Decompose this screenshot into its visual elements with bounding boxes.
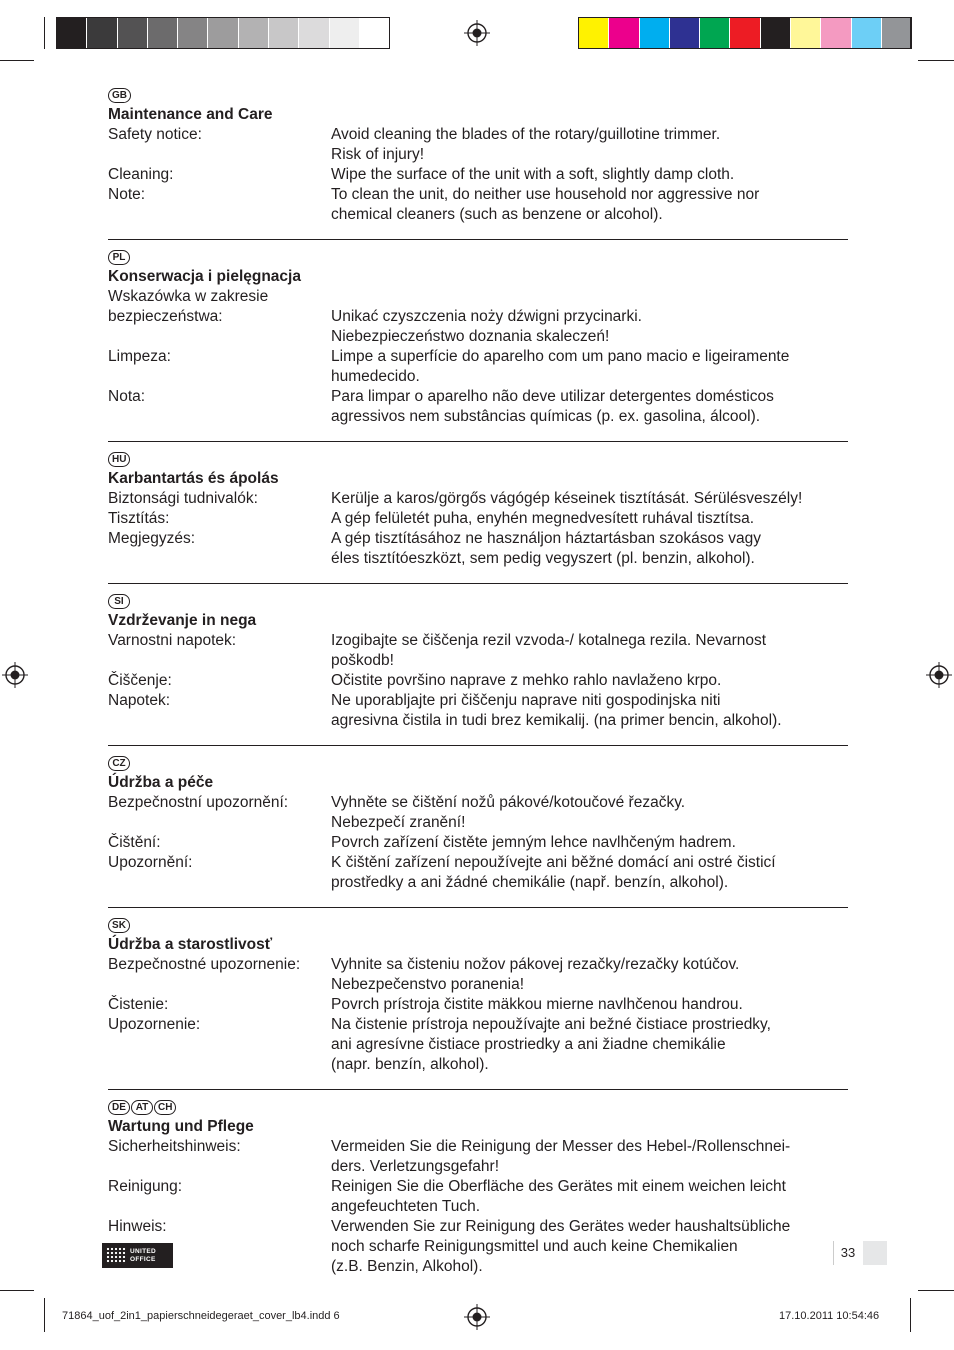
instruction-label: Varnostni napotek: [108, 632, 237, 649]
instruction-label: Wskazówka w zakresie bezpieczeństwa: [108, 288, 269, 325]
instruction-row [108, 853, 848, 893]
language-badges [108, 248, 848, 266]
crop-mark [0, 1290, 34, 1291]
color-swatch [852, 18, 882, 48]
instruction-text: Ne uporabljajte pri čiščenju naprave niti gospodinjska niti agresivna čistila in tudi brez kemikalij. (na primer bencin, alkohol). [331, 692, 782, 729]
crop-mark [918, 1290, 954, 1291]
language-badges [108, 86, 848, 104]
language-section [108, 745, 848, 907]
language-badge: HU [108, 452, 130, 467]
instruction-label: Safety notice: [108, 126, 202, 143]
language-badge: SI [108, 594, 130, 609]
instruction-text: A gép tisztításához ne használjon háztartásban szokásos vagy éles tisztítóeszközt, sem pedig vegyszert (pl. benzin, alkohol). [331, 530, 761, 567]
section-title: Údržba a péče [108, 774, 214, 791]
registration-mark-icon [2, 662, 28, 688]
slug-filename: 71864_uof_2in1_papierschneidegeraet_cover_lb4.indd 6 [62, 1310, 340, 1322]
instruction-text: Unikać czyszczenia noży dźwigni przycinarki. Niebezpieczeństwo doznania skaleczeń! [331, 308, 642, 345]
instruction-row [108, 691, 848, 731]
language-badges [108, 754, 848, 772]
registration-mark-icon [926, 662, 952, 688]
color-swatch [118, 18, 148, 48]
language-section [108, 239, 848, 441]
language-section [108, 86, 848, 239]
instruction-text: Povrch prístroja čistite mäkkou mierne navlhčenou handrou. [331, 996, 743, 1013]
crop-mark [44, 17, 45, 49]
color-swatch [670, 18, 700, 48]
page-number: 33 [833, 1241, 862, 1265]
color-swatch [269, 18, 299, 48]
instruction-label: Cleaning: [108, 166, 174, 183]
registration-mark-icon [464, 1304, 490, 1330]
section-title: Údržba a starostlivosť [108, 936, 273, 953]
instruction-row [108, 833, 848, 853]
language-badge: CZ [108, 756, 130, 771]
color-swatch [609, 18, 639, 48]
language-section [108, 441, 848, 583]
united-office-logo [102, 1243, 173, 1268]
language-section [108, 1089, 848, 1291]
crop-mark [910, 17, 911, 49]
instruction-text: Limpe a superfície do aparelho com um pano macio e ligeiramente humedecido. [331, 348, 790, 385]
registration-mark-icon [464, 20, 490, 46]
instruction-text: Očistite površino naprave z mehko rahlo navlaženo krpo. [331, 672, 722, 689]
color-swatch [148, 18, 178, 48]
language-badges [108, 592, 848, 610]
instruction-label: Čiščenje: [108, 672, 172, 689]
instruction-row [108, 125, 848, 165]
color-swatch [882, 18, 911, 48]
language-badge: PL [108, 250, 130, 265]
instruction-label: Čištění: [108, 834, 161, 851]
language-badge: SK [108, 918, 130, 933]
gray-color-bar [56, 17, 390, 49]
language-badges [108, 1098, 848, 1116]
section-title: Konserwacja i pielęgnacja [108, 268, 301, 285]
instruction-text: Kerülje a karos/görgős vágógép késeinek tisztítását. Sérülésveszély! [331, 490, 803, 507]
color-swatch [640, 18, 670, 48]
instruction-row [108, 287, 848, 347]
color-swatch [87, 18, 117, 48]
language-section [108, 583, 848, 745]
instruction-text: Reinigen Sie die Oberfläche des Gerätes mit einem weichen leicht angefeuchteten Tuch. [331, 1178, 786, 1215]
instruction-row [108, 631, 848, 671]
language-badge: AT [131, 1100, 153, 1115]
section-title: Wartung und Pflege [108, 1118, 254, 1135]
language-section [108, 907, 848, 1089]
instruction-label: Hinweis: [108, 1218, 167, 1235]
instruction-row [108, 347, 848, 387]
instruction-row [108, 509, 848, 529]
color-swatch [579, 18, 609, 48]
instruction-label: Bezpečnostní upozornění: [108, 794, 289, 811]
instruction-label: Nota: [108, 388, 146, 405]
instruction-text: Vyhnite sa čisteniu nožov pákovej rezačky/rezačky kotúčov. Nebezpečenstvo poranenia! [331, 956, 740, 993]
instruction-label: Limpeza: [108, 348, 171, 365]
color-swatch [700, 18, 730, 48]
crop-mark [44, 1298, 45, 1332]
instruction-label: Čistenie: [108, 996, 169, 1013]
language-badge: CH [154, 1100, 176, 1115]
instruction-row [108, 489, 848, 509]
instruction-label: Upozornenie: [108, 1016, 201, 1033]
color-swatch [821, 18, 851, 48]
language-badge: GB [108, 88, 131, 103]
instruction-label: Tisztítás: [108, 510, 170, 527]
crop-mark [0, 60, 34, 61]
instruction-row [108, 995, 848, 1015]
instruction-row [108, 387, 848, 427]
slug-datetime: 17.10.2011 10:54:46 [779, 1310, 880, 1322]
instruction-text: Wipe the surface of the unit with a soft, slightly damp cloth. [331, 166, 735, 183]
instruction-text: A gép felületét puha, enyhén megnedvesített ruhával tisztítsa. [331, 510, 755, 527]
color-swatch [57, 18, 87, 48]
instruction-label: Upozornění: [108, 854, 193, 871]
color-swatch [208, 18, 238, 48]
color-swatch [791, 18, 821, 48]
language-badges [108, 450, 848, 468]
language-badge: DE [108, 1100, 130, 1115]
instruction-row [108, 1015, 848, 1075]
instruction-row [108, 529, 848, 569]
instruction-text: Na čistenie prístroja nepoužívajte ani bežné čistiace prostriedky, ani agresívne čistiace prostriedky a ani žiadne chemikálie (napr. benzín, alkohol). [331, 1016, 771, 1073]
instruction-text: Para limpar o aparelho não deve utilizar detergentes domésticos agressivos nem substâncias químicas (p. ex. gasolina, álcool). [331, 388, 774, 425]
section-title: Maintenance and Care [108, 106, 273, 123]
instruction-text: Izogibajte se čiščenja rezil vzvoda-/ kotalnega rezila. Nevarnost poškodb! [331, 632, 767, 669]
color-swatch [761, 18, 791, 48]
instruction-label: Biztonsági tudnivalók: [108, 490, 258, 507]
instruction-text: Vyhněte se čištění nožů pákové/kotoučové řezačky. Nebezpečí zranění! [331, 794, 686, 831]
color-swatch [239, 18, 269, 48]
crop-mark [918, 60, 954, 61]
color-swatch [730, 18, 760, 48]
color-swatch [178, 18, 208, 48]
section-title: Vzdrževanje in nega [108, 612, 257, 629]
logo-wordmark: UNITED OFFICE [130, 1247, 156, 1263]
instruction-text: K čištění zařízení nepoužívejte ani běžné domácí ani ostré čisticí prostředky a ani žádné chemikálie (např. benzín, alkohol). [331, 854, 776, 891]
instruction-row [108, 955, 848, 995]
instruction-text: Vermeiden Sie die Reinigung der Messer des Hebel-/Rollenschnei- ders. Verletzungsgefahr! [331, 1138, 791, 1175]
language-badges [108, 916, 848, 934]
logo-grid-icon [106, 1247, 126, 1264]
instruction-row [108, 1217, 848, 1277]
instruction-text: Avoid cleaning the blades of the rotary/guillotine trimmer. Risk of injury! [331, 126, 721, 163]
instruction-row [108, 1177, 848, 1217]
crop-mark [910, 1298, 911, 1332]
instruction-row [108, 165, 848, 185]
process-color-bar [578, 17, 912, 49]
instruction-text: Povrch zařízení čistěte jemným lehce navlhčeným hadrem. [331, 834, 736, 851]
page-tab [863, 1241, 887, 1265]
color-swatch [299, 18, 329, 48]
instruction-label: Sicherheitshinweis: [108, 1138, 241, 1155]
instruction-label: Napotek: [108, 692, 171, 709]
color-swatch [330, 18, 360, 48]
instruction-label: Megjegyzés: [108, 530, 196, 547]
instruction-row [108, 793, 848, 833]
instruction-row [108, 1137, 848, 1177]
instruction-text: To clean the unit, do neither use household nor aggressive nor chemical cleaners (such as benzene or alcohol). [331, 186, 760, 223]
instruction-row [108, 185, 848, 225]
section-title: Karbantartás és ápolás [108, 470, 279, 487]
instruction-row [108, 671, 848, 691]
instruction-text: Verwenden Sie zur Reinigung des Gerätes weder haushaltsübliche noch scharfe Reinigungsmittel und auch keine Chemikalien (z.B. Benzin, Alkohol). [331, 1218, 791, 1275]
instruction-label: Note: [108, 186, 146, 203]
color-swatch [360, 18, 389, 48]
instruction-label: Bezpečnostné upozornenie: [108, 956, 301, 973]
maintenance-content [108, 86, 848, 1291]
instruction-label: Reinigung: [108, 1178, 183, 1195]
